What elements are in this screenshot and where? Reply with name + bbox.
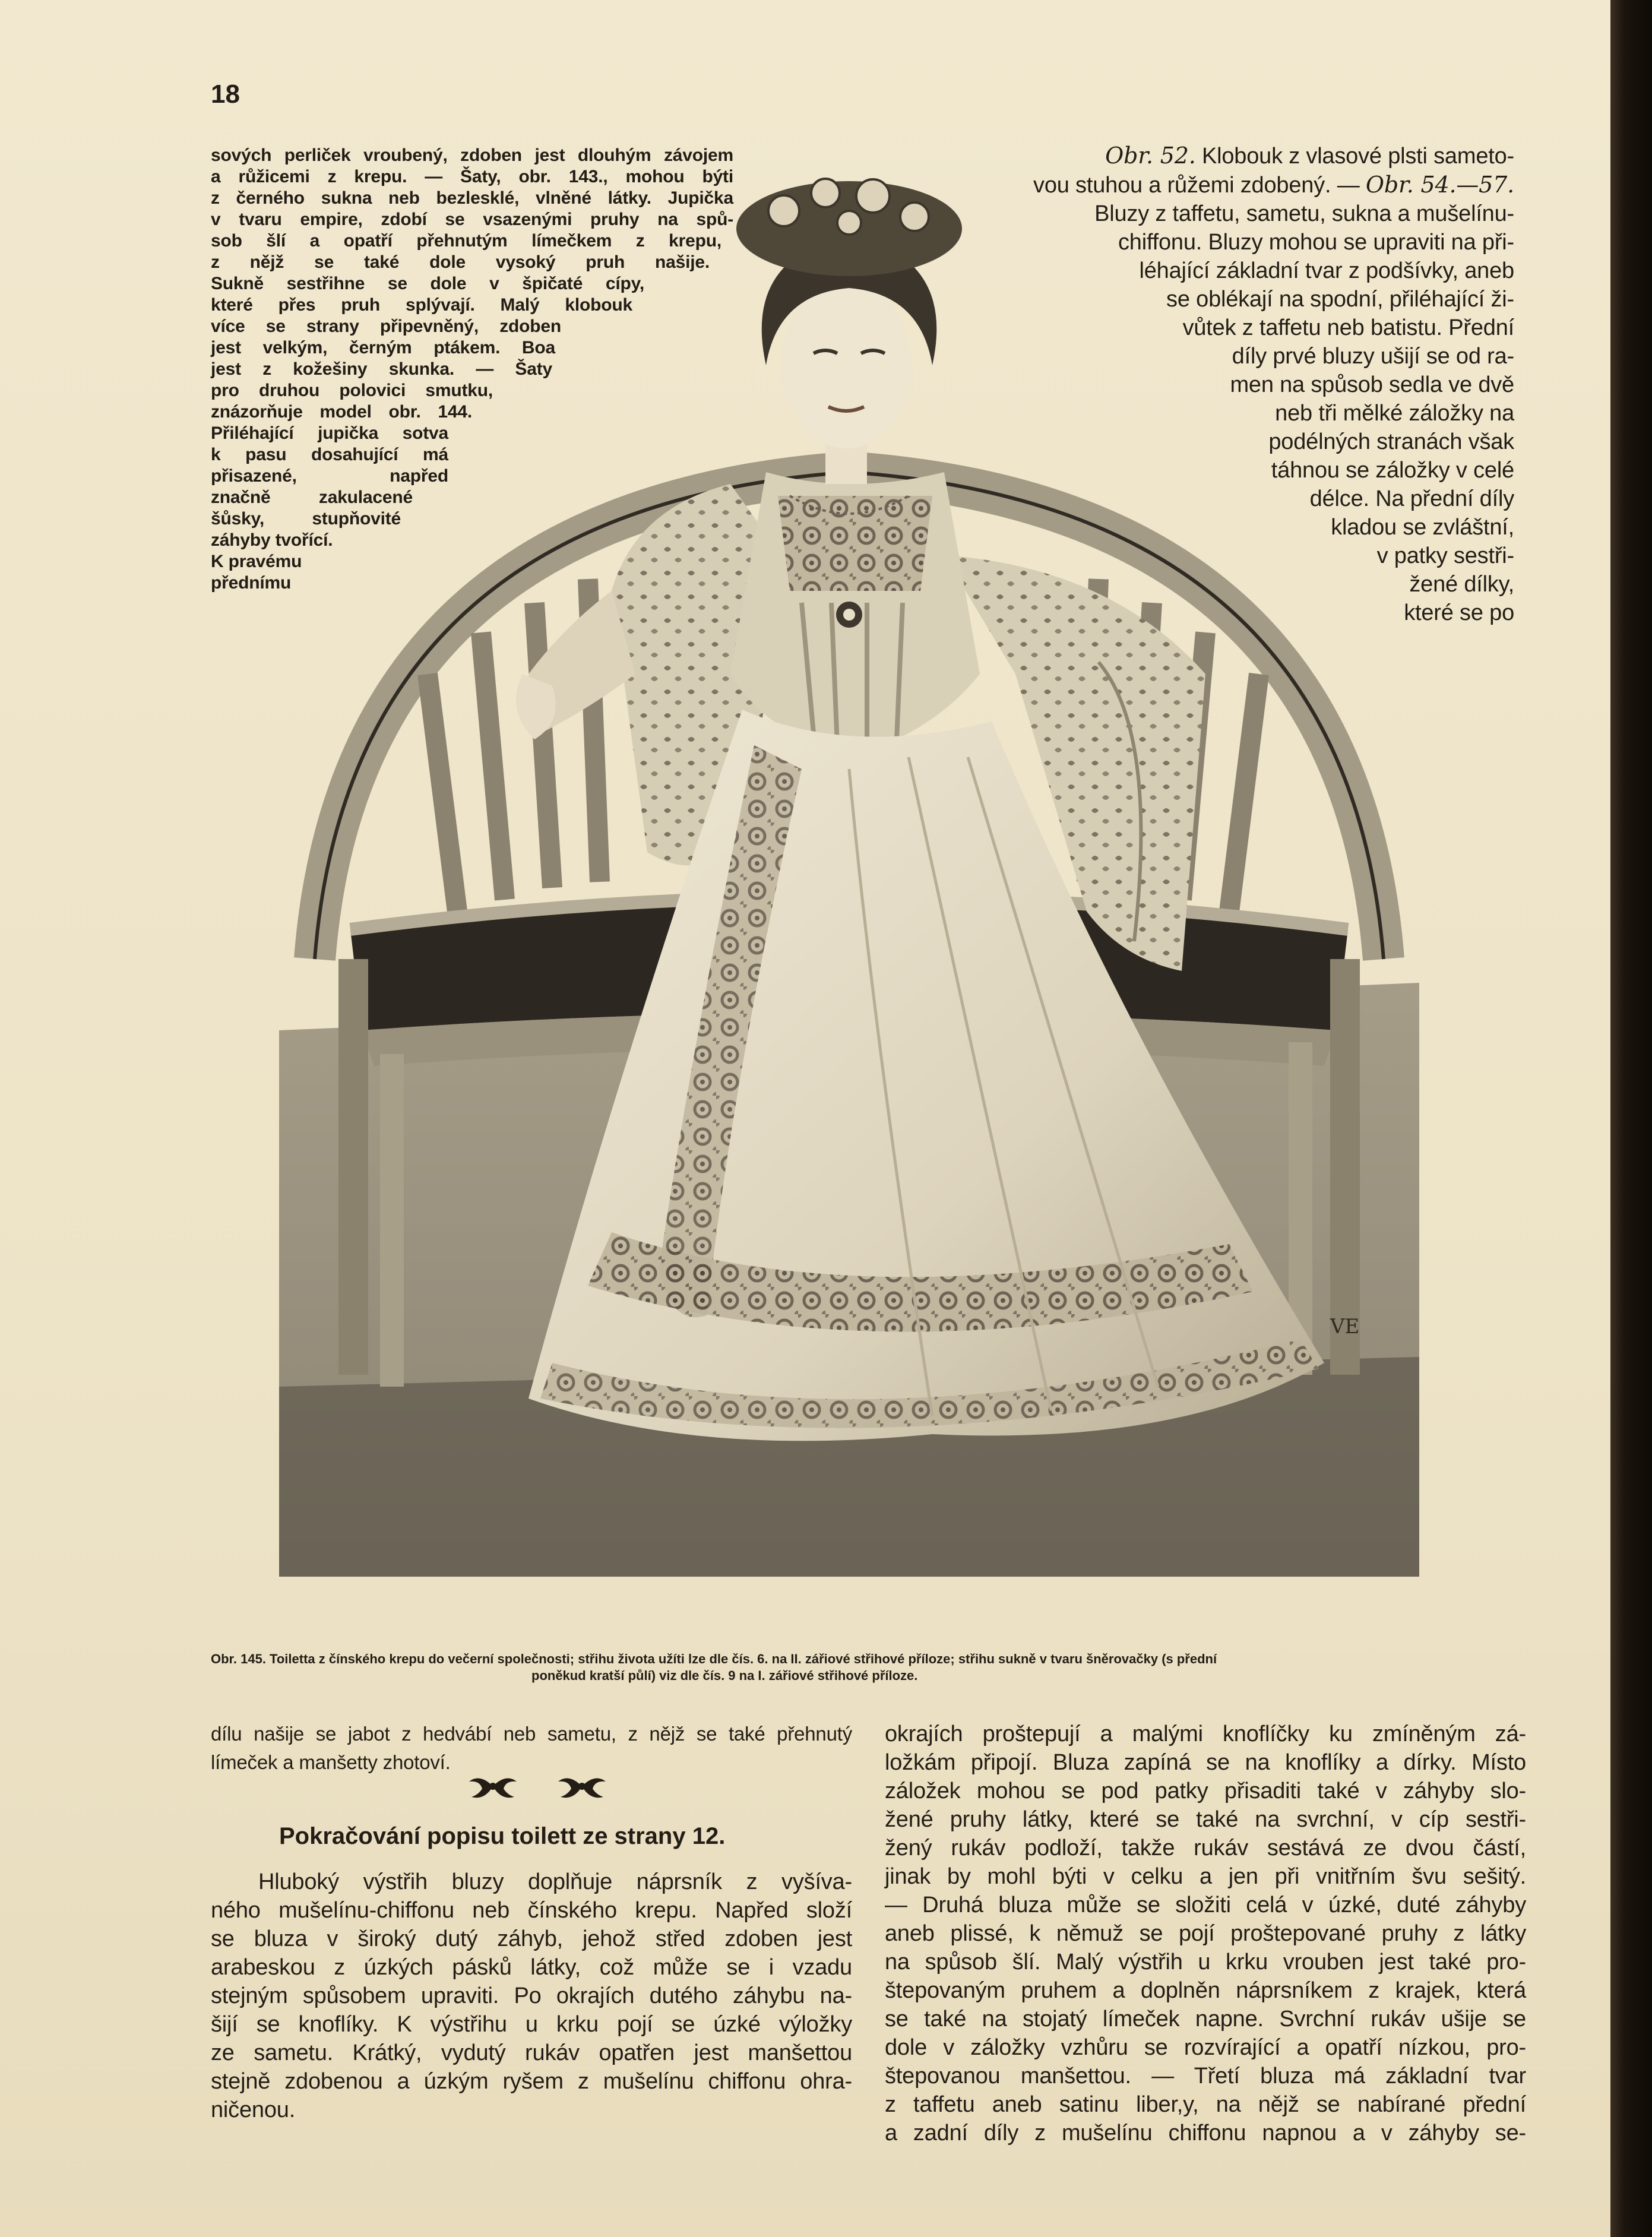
- page-number: 18: [211, 80, 240, 109]
- text-line: dílu našije se jabot z hedvábí neb sametu, z nějž se také přehnutý: [211, 1723, 852, 1745]
- text-line: chiffonu. Bluzy mohou se upraviti na při-: [1118, 230, 1514, 255]
- text-line: — Druhá bluza může se složiti celá v úzké, duté záhyby: [885, 1893, 1526, 1918]
- text-line: stejně zdobenou a úzkým ryšem z mušelínu chiffonu ohra-: [211, 2069, 852, 2094]
- fleuron-ornament-icon: [558, 1779, 606, 1798]
- figure-reference: Obr. 54.—57.: [1365, 172, 1514, 198]
- text-line: dole v záložky vzhůru se rozvírající a opatří nízkou, pro-: [885, 2035, 1526, 2060]
- text-line: žené dílky,: [1409, 572, 1514, 597]
- text-line: Hluboký výstřih bluzy doplňuje náprsník z vyšíva-: [258, 1869, 852, 1894]
- text-line: ničenou.: [211, 2097, 296, 2122]
- text-line: se oblékají na spodní, přiléhající ži-: [1166, 287, 1514, 312]
- text-line: z černého sukna neb bezlesklé, vlněné látky. Jupička: [211, 188, 733, 208]
- text-line: a růžicemi z krepu. — Šaty, obr. 143., mohou býti: [211, 167, 733, 186]
- text-line: díly prvé bluzy ušijí se od ra-: [1232, 344, 1514, 369]
- text-line: men na spůsob sedla ve dvě: [1230, 372, 1514, 397]
- text-line: pro druhou polovici smutku,: [211, 381, 493, 400]
- text-line: okrajích proštepují a malými knoflíčky ku zmíněným zá-: [885, 1722, 1526, 1746]
- text-line: [1004, 141, 1514, 170]
- text-line: znázorňuje model obr. 144.: [211, 402, 472, 422]
- text-line: záhyby tvořící.: [211, 530, 333, 550]
- text-line: ze sametu. Krátký, vydutý rukáv opatřen jest manšettou: [211, 2040, 852, 2065]
- text-line: délce. Na přední díly: [1309, 486, 1514, 511]
- text-line: jinak by mohl býti v celku a jen při vnitřním švu sešitý.: [885, 1864, 1526, 1889]
- text-line: sob šlí a opatří přehnutým límečkem z krepu,: [211, 231, 721, 251]
- figure-reference: Obr. 52.: [1105, 143, 1196, 169]
- text-line: více se strany připevněný, zdoben: [211, 317, 561, 336]
- top-right-text: [1004, 141, 1514, 627]
- text-line: záložek mohou se pod patky přisaditi také v záhyby slo-: [885, 1779, 1526, 1803]
- text-line: se také na stojatý límeček napne. Svrchní rukáv ušije se: [885, 2007, 1526, 2032]
- text-line: štepovaným pruhem a doplněn náprsníkem z krajek, která: [885, 1978, 1526, 2003]
- text-line: Přiléhající jupička sotva: [211, 423, 448, 443]
- text-line: vůtek z taffetu neb batistu. Přední: [1182, 315, 1514, 340]
- text-line: žené pruhy látky, které se také na svrchní, v cíp sestři-: [885, 1807, 1526, 1832]
- text-line: jest z kožešiny skunka. — Šaty: [211, 359, 552, 379]
- text-line: se bluza v široký dutý záhyb, jehož střed zdoben jest: [211, 1926, 852, 1951]
- text-line: jest velkým, černým ptákem. Boa: [211, 338, 555, 357]
- text-line: límeček a manšetty zhotoví.: [211, 1751, 451, 1773]
- text-line: k pasu dosahující má: [211, 445, 448, 464]
- text-line: žený rukáv podloží, takže rukáv sestává ze dvou částí,: [885, 1836, 1526, 1861]
- figure-caption: [211, 1651, 1517, 1684]
- fleuron-ornament-icon: [469, 1779, 517, 1798]
- page-binding-edge: [1610, 0, 1652, 2237]
- text-line: přisazené, napřed: [211, 466, 448, 486]
- text-line: sových perliček vroubený, zdoben jest dlouhým závojem: [211, 145, 733, 165]
- text-line: táhnou se záložky v celé: [1271, 458, 1514, 483]
- text-line: a zadní díly z mušelínu chiffonu napnou a v záhyby se-: [885, 2121, 1526, 2146]
- caption-line: poněkud kratší půlí) viz dle čís. 9 na I. zářiové střihové příloze.: [531, 1668, 918, 1683]
- text-line: neb tři mělké záložky na: [1275, 401, 1514, 426]
- section-heading: Pokračování popisu toilett ze strany 12.: [279, 1823, 726, 1849]
- text-line: šůsky, stupňovité: [211, 509, 401, 529]
- illustrator-monogram: VE: [1330, 1315, 1360, 1339]
- text-line: značně zakulacené: [211, 488, 413, 507]
- text-line: léhající základní tvar z podšívky, aneb: [1139, 258, 1514, 283]
- bottom-right-column: [885, 1720, 1526, 2147]
- text-line: stejným spůsobem upraviti. Po okrajích dutého záhybu na-: [211, 1983, 852, 2008]
- text-line: šijí se knoflíky. K výstřihu u krku pojí se úzké výložky: [211, 2012, 852, 2037]
- text-line: přednímu: [211, 573, 292, 593]
- text-line: ložkám připojí. Bluza zapíná se na knoflíky a dírky. Místo: [885, 1750, 1526, 1775]
- text-line: ného mušelínu-chiffonu neb čínského krepu. Napřed složí: [211, 1898, 852, 1923]
- bottom-left-paragraph: [211, 1868, 852, 2124]
- text-line: které se po: [1404, 600, 1514, 625]
- text-fragment: vou stuhou a růžemi zdobený. —: [1033, 173, 1366, 198]
- text-line: v tvaru empire, zdobí se vsazenými pruhy na spů-: [211, 210, 733, 229]
- text-line: na spůsob šlí. Malý výstřih u krku vrouben jest také pro-: [885, 1950, 1526, 1975]
- text-line: aneb plissé, k němuž se pojí proštepované pruhy z látky: [885, 1921, 1526, 1946]
- text-line: podélných stranách však: [1268, 429, 1514, 454]
- text-line: které přes pruh splývají. Malý klobouk: [211, 295, 632, 315]
- text-fragment: Klobouk z vlasové plsti sameto-: [1195, 144, 1514, 169]
- text-line: K pravému: [211, 552, 302, 571]
- text-line: arabeskou z úzkých pásků látky, což může se i vzadu: [211, 1955, 852, 1980]
- caption-line: Obr. 145. Toiletta z čínského krepu do večerní společnosti; střihu života užíti lze dle čís. 6. na II. zářiové střihové příloze; střihu sukně v tvaru šněrovačky (s přední: [211, 1651, 1217, 1666]
- text-line: Sukně sestřihne se dole v špičaté cípy,: [211, 274, 644, 293]
- text-line: z taffetu aneb satinu liber,y, na nějž se nabírané přední: [885, 2092, 1526, 2117]
- text-line: štepovanou manšettou. — Třetí bluza má základní tvar: [885, 2064, 1526, 2089]
- text-line: Bluzy z taffetu, sametu, sukna a mušelínu-: [1094, 201, 1514, 226]
- text-line: v patky sestři-: [1376, 543, 1514, 568]
- section-ornaments: [463, 1768, 618, 1804]
- text-line: kladou se zvláštní,: [1331, 515, 1514, 540]
- text-line: z nějž se také dole vysoký pruh našije.: [211, 252, 710, 272]
- text-line: [1004, 170, 1514, 200]
